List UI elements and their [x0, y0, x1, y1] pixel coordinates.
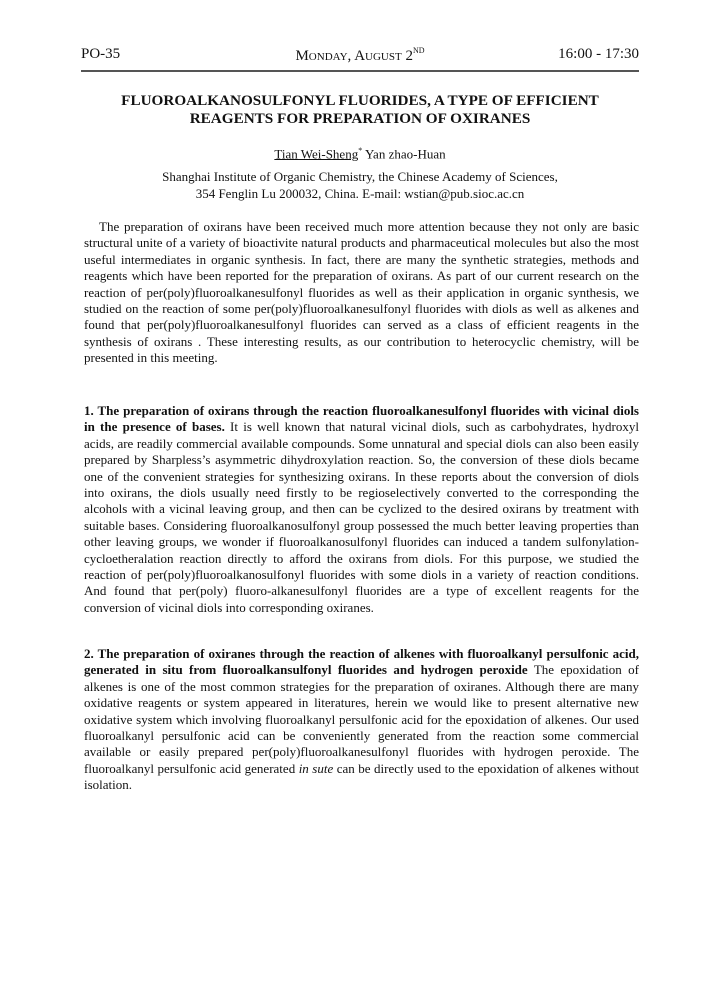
co-author: Yan zhao-Huan	[362, 146, 446, 162]
affiliation-line-1: Shanghai Institute of Organic Chemistry, the Chinese Academy of Sciences,	[162, 169, 558, 184]
date-ordinal: ND	[412, 46, 425, 55]
presenting-mark: *	[358, 146, 363, 155]
session-date	[81, 46, 639, 65]
page-header	[81, 46, 639, 70]
session-time: 16:00 - 17:30	[558, 46, 639, 62]
authors	[81, 146, 639, 162]
presenting-author: Tian Wei-Sheng	[274, 146, 359, 162]
affiliation-line-2: 354 Fenglin Lu 200032, China. E-mail: wstian@pub.sioc.ac.cn	[195, 186, 525, 201]
title-line-2: REAGENTS FOR PREPARATION OF OXIRANES	[189, 110, 531, 127]
header-rule	[81, 70, 639, 72]
title-line-1: FLUOROALKANOSULFONYL FLUORIDES, A TYPE OF EFFICIENT	[121, 92, 599, 109]
session-day: Monday, August 2	[295, 48, 413, 64]
abstract-title	[81, 92, 639, 128]
affiliation	[81, 168, 639, 202]
section-2-paragraph	[84, 646, 639, 794]
section-1-paragraph	[84, 403, 639, 616]
section-1-heading: 1. The preparation of oxirans through the reaction fluoroalkanesulfonyl fluorides with vicinal diols in the presence of bases.	[84, 403, 639, 435]
section-1-text: It is well known that natural vicinal diols, such as carbohydrates, hydroxyl acids, are readily commercial available compounds. Some unnatural and special diols can also been easily prepared by Sharpless’s asymmetric dihydroxylation reaction. So, the conversion of these diols became one of the convenient strategies for synthesizing oxirans. In these reports about the conversion of diols into oxirans, the diols usually need firstly to be regioselectively converted to the corresponding the alcohols with a vicinal leaving group, and then can be cyclized to the desired oxirans by treatment with suitable bases. Considering fluoroalkanosulfonyl group possessed the much better leaving properties than other leaving groups, we wonder if fluoroalkanosulfonyl fluorides can induced a tandem sulfonylation-cycloetheralation reaction directly to afford the oxirans from diols. For this purpose, we studied the reaction of per(poly)fluoroalkanosulfonyl fluorides with some diols in a variety of reaction conditions. And found that per(poly) fluoro-alkanesulfonyl fluorides are a type of excellent reagents for the conversion of vicinal diols into corresponding oxiranes.	[84, 419, 639, 615]
section-2-heading: 2. The preparation of oxiranes through the reaction of alkenes with fluoroalkanyl persulfonic acid, generated in situ from fluoroalkansulfonyl fluorides and hydrogen peroxide	[84, 646, 639, 678]
section-2-text-a: The epoxidation of alkenes is one of the most common strategies for the preparation of oxiranes. Although there are many oxidative reagents or system appeared in literatures, herein we would like to present alternative new oxidative system which involving fluoroalkanyl persulfonic acid for the epoxidation of alkenes. Our used fluoroalkanyl persulfonic acid can be conveniently generated from the reaction some commercial available or easily prepared per(poly)fluoroalkanesulfonyl fluorides with hydrogen peroxide. The fluoroalkanyl persulfonic acid generated	[84, 662, 639, 776]
poster-code: PO-35	[81, 46, 121, 62]
section-2-italic: in sute	[298, 760, 334, 776]
intro-paragraph: The preparation of oxirans have been received much more attention because they not only are basic structural unite of a variety of bioactivite natural products and pharmaceutical molecules but also the most useful intermediates in organic synthesis. In fact, there are many the synthetic strategies, methods and reagents which have been reported for the preparation of oxirans. As part of our current research on the reaction of per(poly)fluoroalkanesulfonyl fluorides as well as their application in organic synthesis, we studied on the reaction of some per(poly)fluoroalkanesulfonyl fluorides with diols as well as alkenes and found that per(poly)fluoroalkanesulfonyl fluorides can served as a class of efficient reagents in the synthesis of oxirans . These interesting results, as our contribution to heterocyclic chemistry, will be presented in this meeting.	[84, 219, 639, 366]
section-2-text-b: can be directly used to the epoxidation of alkenes without isolation.	[84, 760, 639, 793]
